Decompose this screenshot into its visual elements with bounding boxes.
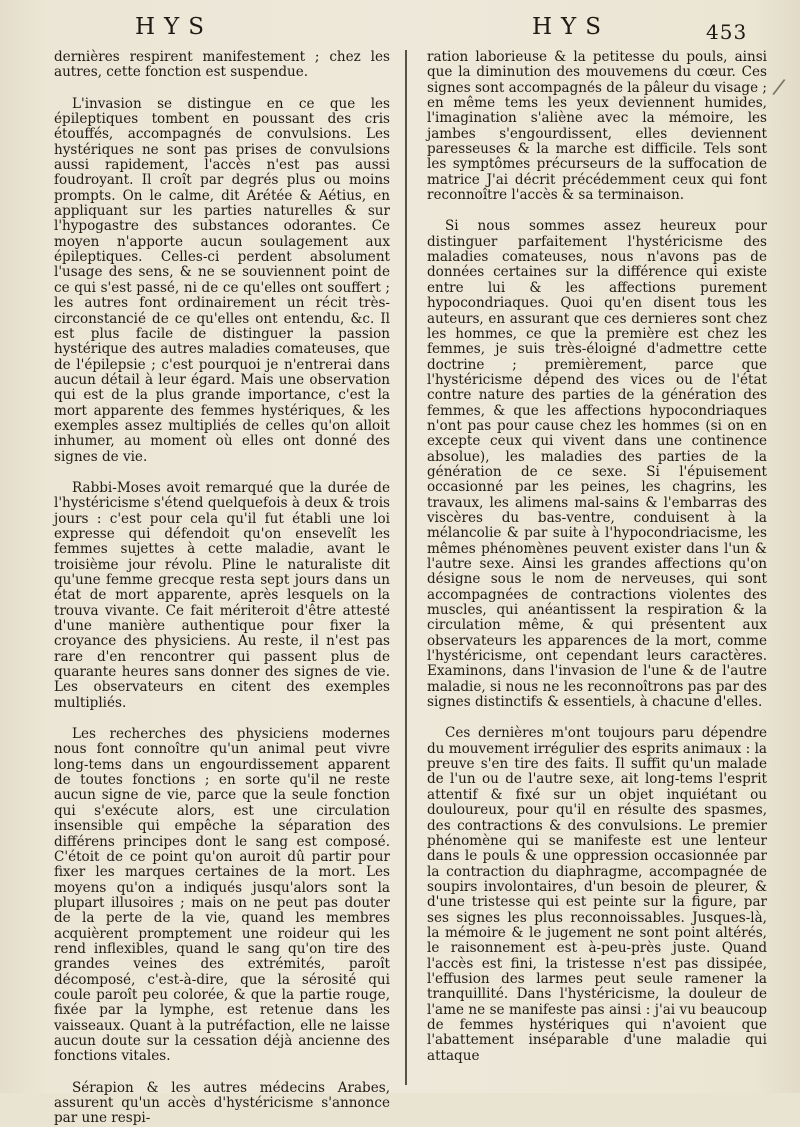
- running-header: [0, 12, 800, 46]
- header-left-title: HYS: [135, 14, 213, 40]
- paragraph: Les recherches des physiciens modernes nous font connoître qu'un animal peut vivre long-tems dans un engourdissement apparent de toutes fonctions ; en sorte qu'il ne reste aucun signe de vie, parce que la seule fonction qui s'exécute alors, est une circulation insensible qui empêche la séparation des différens principes dont le sang est composé. C'étoit de ce point qu'on auroit dû partir pour fixer les marques certaines de la mort. Les moyens qu'on a indiqués jusqu'alors sont la plupart illusoires ; mais on ne peut pas douter de la perte de la vie, quand les membres acquièrent promptement une roideur qui les rend inflexibles, quand le sang qu'on tire des grandes veines des extrémités, paroît décomposé, c'est-à-dire, que la sérosité qui coule paroît peu colorée, & que la partie rouge, fixée par la lymphe, est retenue dans les vaisseaux. Quant à la putréfaction, elle ne laisse aucun doute sur la cessation déjà ancienne des fonctions vitales.: [54, 726, 390, 1065]
- paragraph: Ces dernières m'ont toujours paru dépendre du mouvement irrégulier des esprits animaux : la preuve s'en tire des faits. Il suffit qu'un malade de l'un ou de l'autre sexe, ait long-tems l'esprit attentif & fixé sur un objet inquiétant ou douloureux, pour qu'il en résulte des spasmes, des contractions & des convulsions. Le premier phénomène qui se manifeste est une lenteur dans le pouls & une oppression occasionnée par la contraction du diaphragme, accompagnée de soupirs involontaires, d'un besoin de pleurer, & d'une tristesse qui est peinte sur la figure, par ses signes les plus reconnoissables. Jusques-là, la mémoire & le jugement ne sont point altérés, le raisonnement est à-peu-près juste. Quand l'accès est fini, la tristesse n'est pas dissipée, l'effusion des larmes peut seule ramener la tranquillité. Dans l'hystéricisme, la douleur de l'ame ne se manifeste pas ainsi : j'ai vu beaucoup de femmes hystériques qui n'avoient que l'abattement inséparable d'une maladie qui attaque: [427, 725, 767, 1064]
- paragraph: dernières respirent manifestement ; chez les autres, cette fonction est suspendue.: [54, 49, 390, 81]
- header-right-title: HYS: [532, 14, 610, 40]
- left-column: [54, 50, 390, 1127]
- paragraph: Sérapion & les autres médecins Arabes, assurent qu'un accès d'hystéricisme s'annonce par une respi-: [54, 1079, 390, 1127]
- paragraph: Rabbi-Moses avoit remarqué que la durée de l'hystéricisme s'étend quelquefois à deux & trois jours : c'est pour cela qu'il fut établi une loi expresse qui défendoit qu'on ensevelît les femmes sujettes à cette maladie, avant le troisième jour révolu. Pline le naturaliste dit qu'une femme grecque resta sept jours dans un état de mort apparente, après lesquels on la trouva vivante. Ce fait mériteroit d'être attesté d'une manière authentique pour fixer la croyance des physiciens. Au reste, il n'est pas rare d'en rencontrer qui passent plus de quarante heures sans donner des signes de vie. Les observateurs en citent des exemples multipliés.: [54, 479, 390, 711]
- right-column: [427, 50, 767, 1064]
- page-number: 453: [706, 20, 748, 44]
- paragraph: ration laborieuse & la petitesse du pouls, ainsi que la diminution des mouvemens du cœur. Ces signes sont accompagnés de la pâleur du visage ; en même tems les yeux deviennent humides, l'imagination s'aliène avec la mémoire, les jambes s'engourdissent, elles deviennent paresseuses & la marche est difficile. Tels sont les symptômes précurseurs de la suffocation de matrice J'ai décrit précédemment ceux qui font reconnoître l'accès & sa terminaison.: [427, 49, 767, 204]
- paragraph: Si nous sommes assez heureux pour distinguer parfaitement l'hystéricisme des maladies comateuses, nous n'avons pas de données certaines sur la différence qui existe entre lui & les affections purement hypocondriaques. Quoi qu'en disent tous les auteurs, en assurant que ces dernieres sont chez les hommes, ce que la première est chez les femmes, je suis très-éloigné d'admettre cette doctrine ; premièrement, parce que l'hystéricisme dépend des vices ou de l'état contre nature des parties de la génération des femmes, & que les affections hypocondriaques n'ont pas pour cause chez les hommes (si on en excepte ceux qui vivent dans une continence absolue), les maladies des parties de la génération de ce sexe. Si l'épuisement occasionné par les peines, les chagrins, les travaux, les alimens mal-sains & l'embarras des viscères du bas-ventre, conduisent à la mélancolie & par suite à l'hypocondriacisme, les mêmes phénomènes peuvent exister dans l'un & l'autre sexe. Ainsi les grandes affections qu'on désigne sous le nom de nerveuses, qui sont accompagnées de contractions violentes des muscles, qui anéantissent la respiration & la circulation même, & qui présentent aux observateurs les apparences de la mort, comme l'hystéricisme, ont cependant leurs caractères. Examinons, dans l'invasion de l'une & de l'autre maladie, si nous ne les reconnoîtrons pas par des signes distinctifs & essentiels, à chacune d'elles.: [427, 218, 767, 711]
- column-divider: [405, 50, 407, 1085]
- margin-mark: /: [770, 74, 787, 101]
- paragraph: L'invasion se distingue en ce que les épileptiques tombent en poussant des cris étouffés, accompagnés de convulsions. Les hystériques ne sont pas prises de convulsions aussi rapidement, l'accès n'est pas aussi foudroyant. Il croît par degrés plus ou moins prompts. On le calme, dit Arétée & Aétius, en appliquant sur les parties naturelles & sur l'hypogastre des substances odorantes. Ce moyen n'apporte aucun soulagement aux épileptiques. Celles-ci perdent absolument l'usage des sens, & ne se souviennent point de ce qui s'est passé, ni de ce qu'elles ont souffert ; les autres font ordinairement un récit très-circonstancié de ce qu'elles ont entendu, &c. Il est plus facile de distinguer la passion hystérique des autres maladies comateuses, que de l'épilepsie ; c'est pourquoi je n'entrerai dans aucun détail à leur égard. Mais une observation qui est de la plus grande importance, c'est la mort apparente des femmes hystériques, & les exemples assez multipliés de celles qu'on alloit inhumer, au moment où elles ont donné des signes de vie.: [54, 95, 390, 465]
